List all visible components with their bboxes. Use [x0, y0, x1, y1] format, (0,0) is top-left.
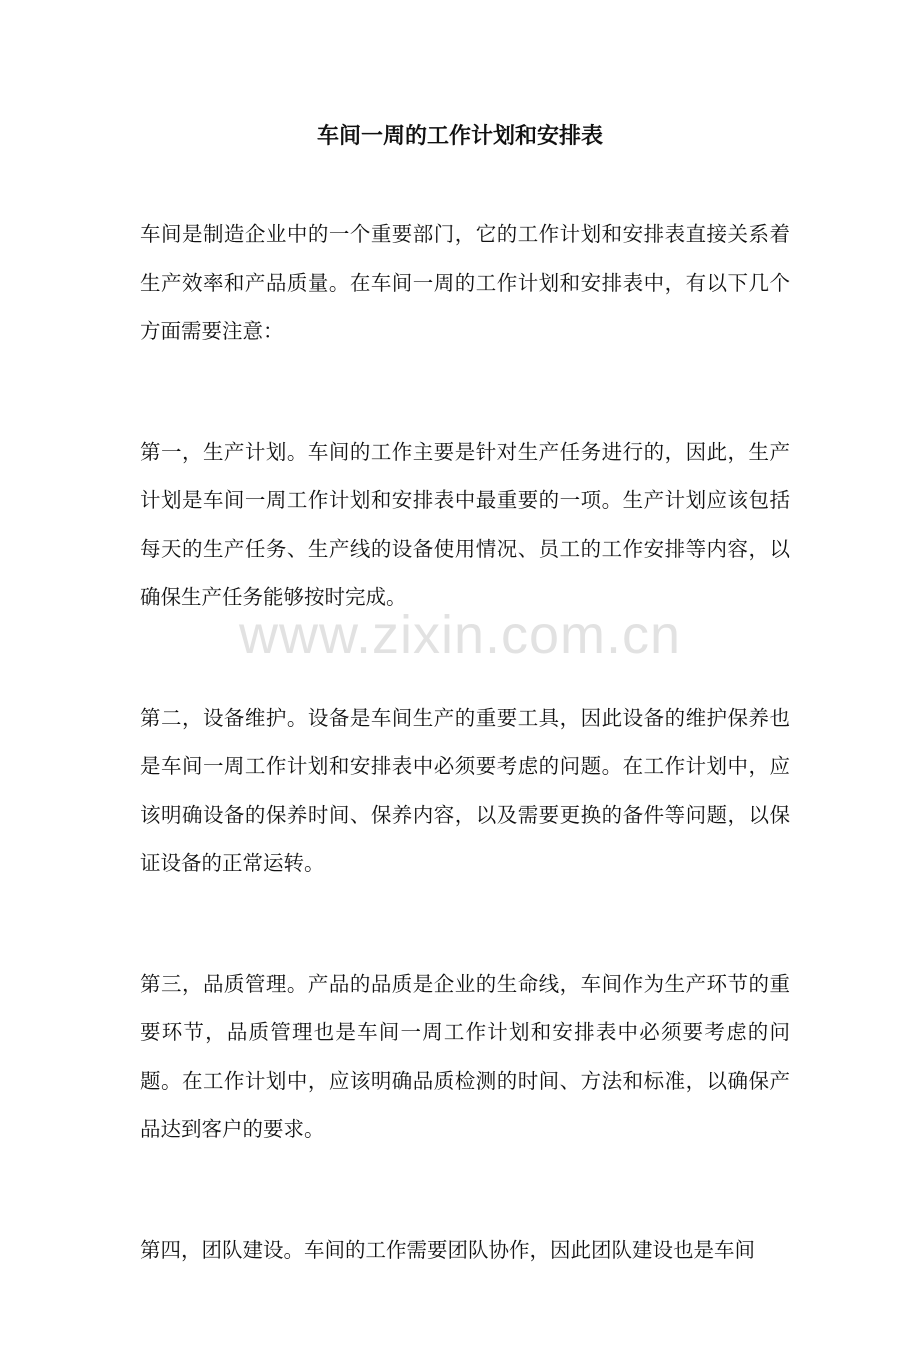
watermark: www.zixin.com.cn — [238, 605, 682, 665]
document-body — [140, 210, 790, 1346]
paragraph-production-plan: 第一，生产计划。车间的工作主要是针对生产任务进行的，因此，生产计划是车间一周工作计划和安排表中最重要的一项。生产计划应该包括每天的生产任务、生产线的设备使用情况、员工的工作安排等内容，以确保生产任务能够按时完成。 — [140, 439, 790, 609]
paragraph-intro: 车间是制造企业中的一个重要部门，它的工作计划和安排表直接关系着生产效率和产品质量。在车间一周的工作计划和安排表中，有以下几个方面需要注意： — [140, 222, 790, 343]
document-title: 车间一周的工作计划和安排表 — [316, 123, 603, 149]
paragraph-equipment-maintenance: 第二，设备维护。设备是车间生产的重要工具，因此设备的维护保养也是车间一周工作计划和安排表中必须要考虑的问题。在工作计划中，应该明确设备的保养时间、保养内容，以及需要更换的备件等问题，以保证设备的正常运转。 — [140, 705, 790, 875]
paragraph-team-building: 第四，团队建设。车间的工作需要团队协作，因此团队建设也是车间 — [140, 1237, 755, 1262]
paragraph-quality-management: 第三，品质管理。产品的品质是企业的生命线，车间作为生产环节的重要环节，品质管理也是车间一周工作计划和安排表中必须要考虑的问题。在工作计划中，应该明确品质检测的时间、方法和标准，以确保产品达到客户的要求。 — [140, 971, 790, 1141]
